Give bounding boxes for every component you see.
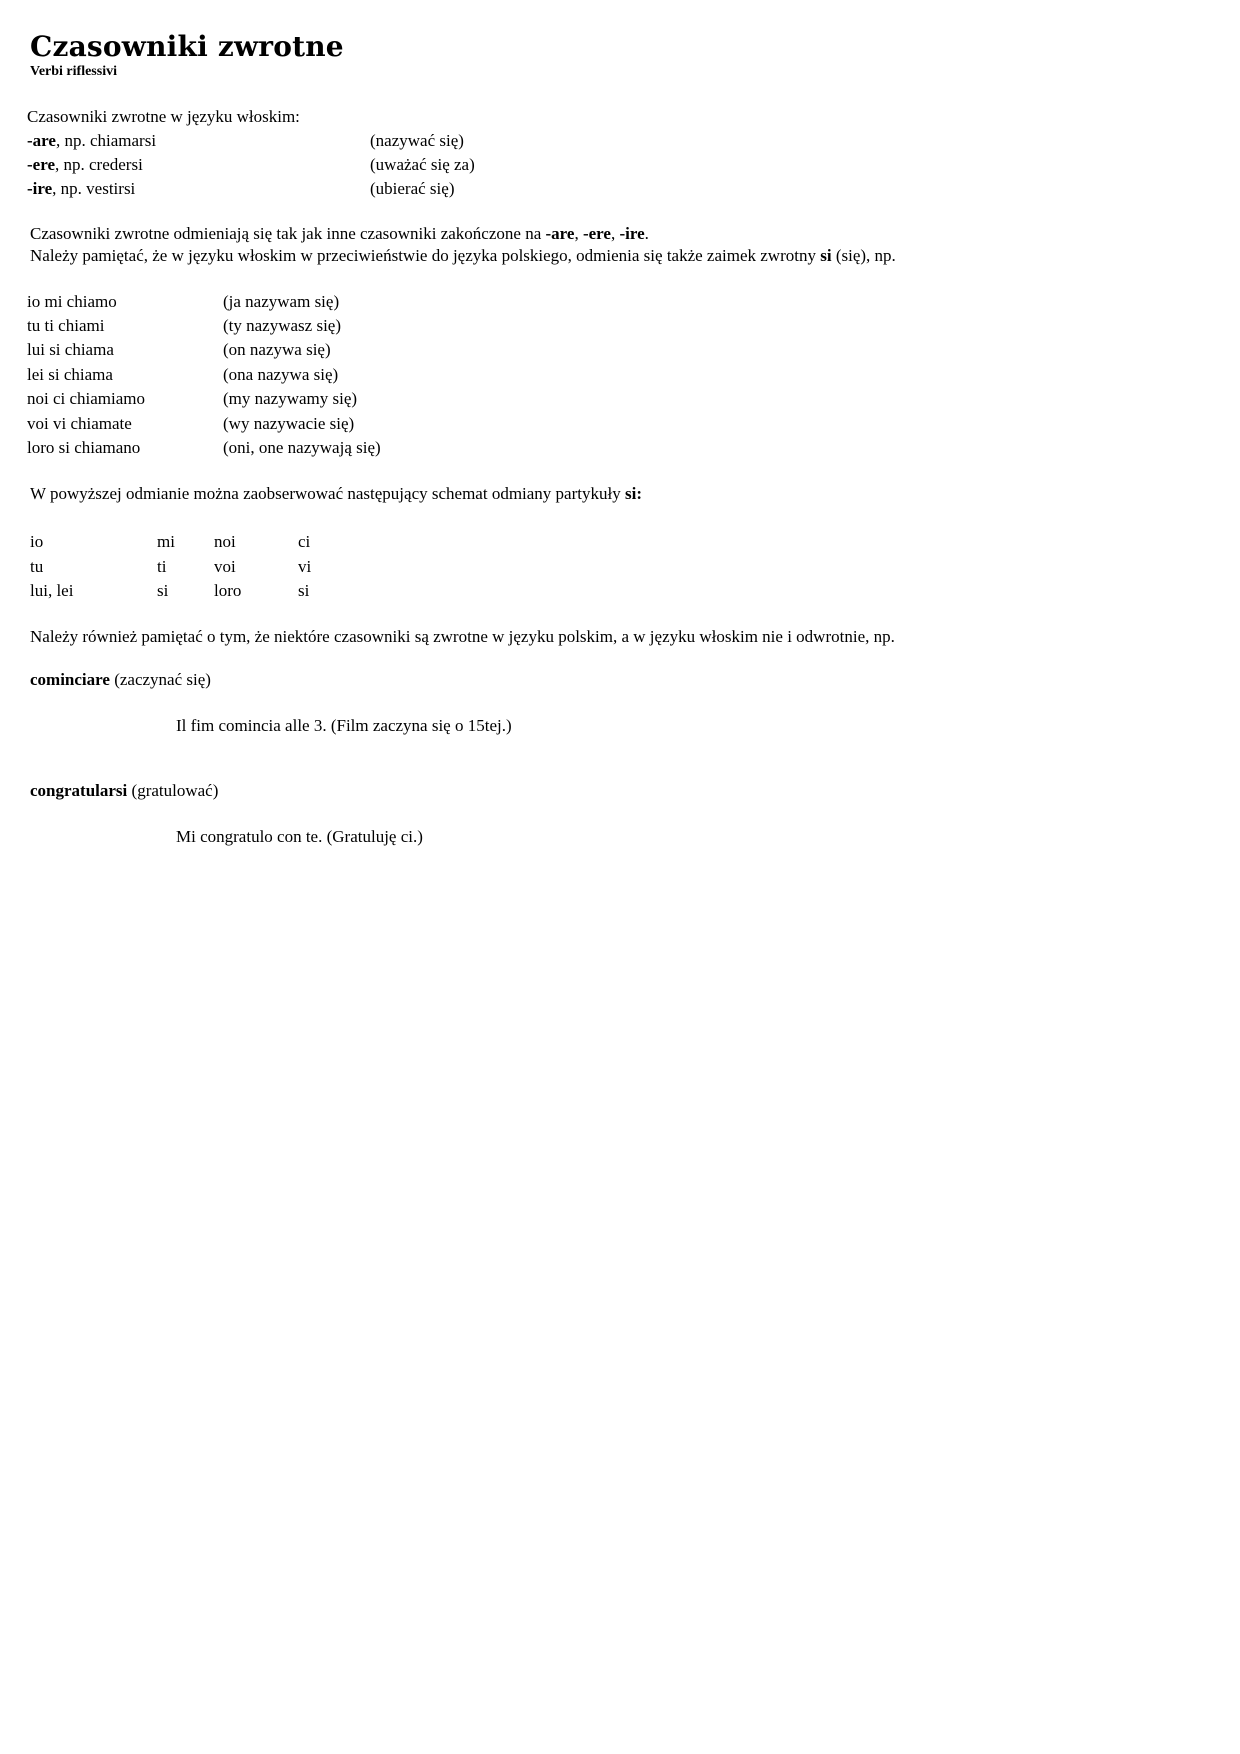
ending-suffix: -ere	[27, 155, 55, 174]
conjugation-italian: noi ci chiamiamo	[27, 389, 146, 408]
conjugation-polish: (wy nazywacie się)	[223, 414, 355, 433]
example-sentence: Il fim comincia alle 3. (Film zaczyna się o 15tej.)	[176, 716, 512, 735]
example-gloss: (zaczynać się)	[109, 670, 211, 689]
conjugation-polish: (ty nazywasz się)	[223, 316, 342, 335]
pronoun-cell: si	[157, 581, 169, 600]
bold-ending: -are	[545, 224, 575, 243]
page-subtitle: Verbi riflessivi	[30, 64, 117, 79]
paragraph-text: W powyższej odmianie można zaobserwować następujący schemat odmiany partykuły	[30, 484, 625, 503]
paragraph-reflexive-difference: Należy również pamiętać o tym, że niektóre czasowniki są zwrotne w języku polskim, a w języku włoskim nie i odwrotnie, np.	[30, 627, 895, 646]
separator: ,	[610, 224, 620, 243]
conjugation-polish: (on nazywa się)	[223, 340, 331, 359]
example-sentence: Mi congratulo con te. (Gratuluję ci.)	[176, 827, 423, 846]
bold-ending: -ire	[619, 224, 645, 243]
conjugation-italian: tu ti chiami	[27, 316, 105, 335]
paragraph-text: (się), np.	[831, 246, 896, 265]
page-title: Czasowniki zwrotne	[30, 30, 344, 63]
ending-suffix: -ire	[27, 179, 53, 198]
bold-pronoun: si	[820, 246, 832, 265]
conjugation-italian: lui si chiama	[27, 340, 114, 359]
paragraph-text: Należy pamiętać, że w języku włoskim w przeciwieństwie do języka polskiego, odmienia się także zaimek zwrotny	[30, 246, 821, 265]
pronoun-cell: si	[298, 581, 310, 600]
pronoun-cell: loro	[214, 581, 242, 600]
paragraph-conjugation-note	[30, 224, 649, 244]
paragraph-pronoun-note	[30, 246, 896, 266]
ending-suffix: -are	[27, 131, 56, 150]
example-verb: cominciare	[30, 670, 110, 689]
bold-pronoun: si	[624, 484, 637, 503]
example-gloss: (gratulować)	[127, 781, 219, 800]
ending-example: , np. vestirsi	[52, 179, 136, 198]
example-verb: congratularsi	[30, 781, 128, 800]
conjugation-polish: (ja nazywam się)	[223, 292, 340, 311]
ending-translation: (ubierać się)	[370, 179, 455, 198]
ending-example: , np. credersi	[55, 155, 143, 174]
conjugation-polish: (my nazywamy się)	[223, 389, 358, 408]
conjugation-italian: voi vi chiamate	[27, 414, 132, 433]
ending-row	[27, 179, 135, 199]
pronoun-cell: noi	[214, 532, 236, 551]
ending-translation: (nazywać się)	[370, 131, 464, 150]
pronoun-cell: tu	[30, 557, 44, 576]
intro-line: Czasowniki zwrotne w języku włoskim:	[27, 107, 300, 126]
paragraph-schema-note	[30, 484, 642, 504]
punctuation: .	[644, 224, 649, 243]
pronoun-cell: ti	[157, 557, 167, 576]
paragraph-text: Czasowniki zwrotne odmieniają się tak jak inne czasowniki zakończone na	[30, 224, 546, 243]
conjugation-italian: io mi chiamo	[27, 292, 117, 311]
ending-row	[27, 155, 143, 175]
pronoun-cell: voi	[214, 557, 236, 576]
conjugation-italian: lei si chiama	[27, 365, 113, 384]
ending-translation: (uważać się za)	[370, 155, 475, 174]
punctuation: :	[636, 484, 642, 503]
pronoun-cell: vi	[298, 557, 312, 576]
separator: ,	[574, 224, 583, 243]
pronoun-cell: lui, lei	[30, 581, 74, 600]
example-heading	[30, 670, 211, 690]
pronoun-cell: io	[30, 532, 44, 551]
conjugation-polish: (oni, one nazywają się)	[223, 438, 381, 457]
bold-ending: -ere	[582, 224, 611, 243]
ending-example: , np. chiamarsi	[55, 131, 157, 150]
ending-row	[27, 131, 156, 151]
pronoun-cell: ci	[298, 532, 311, 551]
conjugation-polish: (ona nazywa się)	[223, 365, 339, 384]
example-heading	[30, 781, 218, 801]
pronoun-cell: mi	[157, 532, 175, 551]
conjugation-italian: loro si chiamano	[27, 438, 141, 457]
